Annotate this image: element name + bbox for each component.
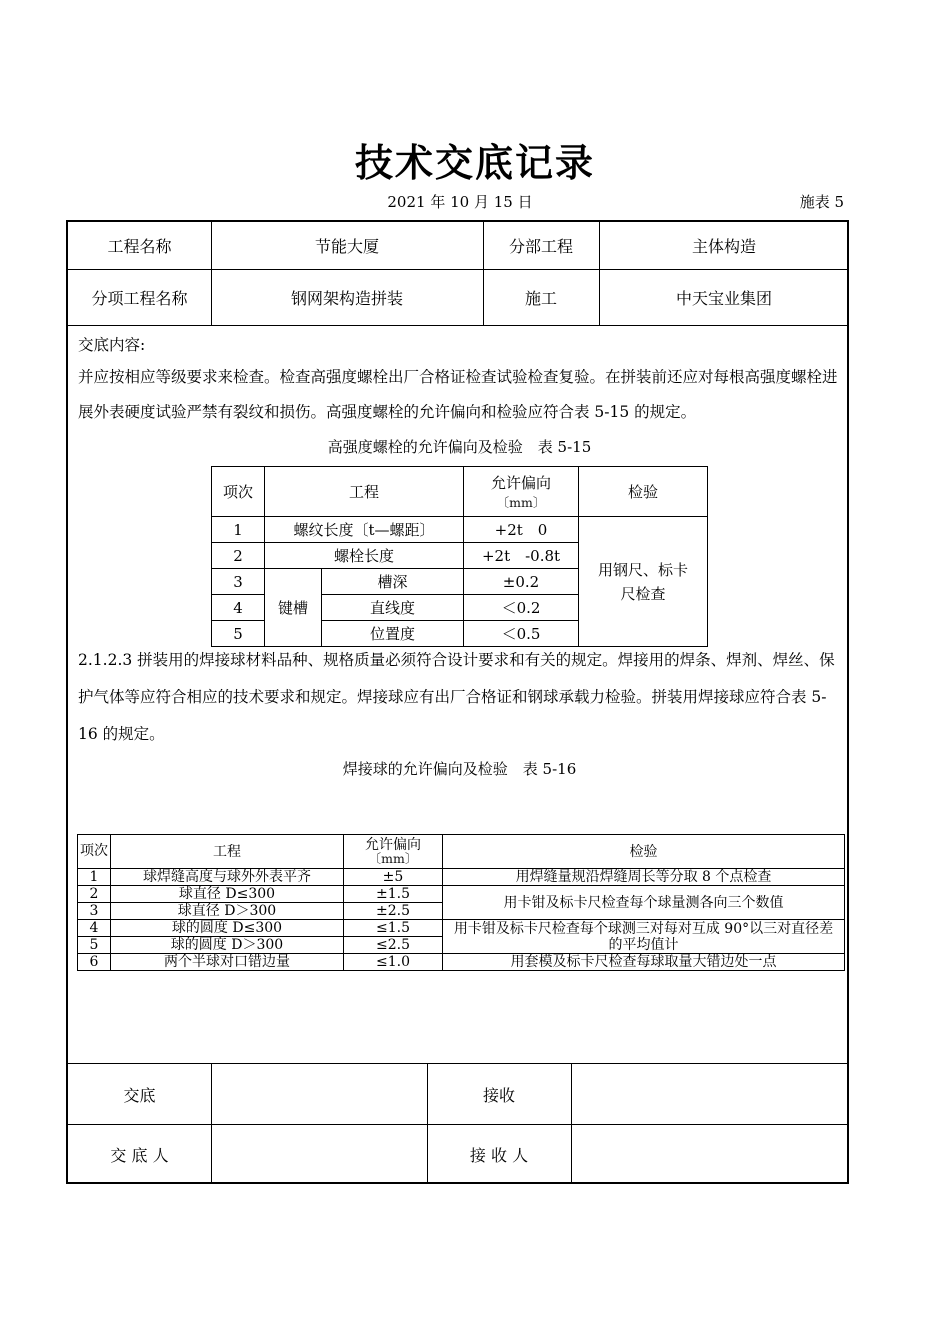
- header-tol-label: 允许偏向: [365, 836, 421, 853]
- header-no: 项次: [212, 467, 265, 517]
- table-row: [78, 886, 845, 903]
- handover-person-label: 交 底 人: [110, 1146, 169, 1165]
- header-tol-label: 允许偏向: [490, 474, 551, 492]
- project-name-label: 工程名称: [107, 237, 172, 256]
- header-tol: [464, 467, 579, 517]
- subitem-value: 钢网架构造拼装: [290, 289, 403, 308]
- header-check: 检验: [443, 835, 845, 869]
- group-label: 键槽: [265, 569, 322, 647]
- division-label: 分部工程: [508, 237, 573, 256]
- row-tol: ±2.5: [344, 903, 443, 920]
- header-item: 工程: [265, 467, 464, 517]
- row-no: 5: [78, 937, 111, 954]
- ball-tolerance-table: [77, 834, 845, 971]
- row-tol: ＜0.2: [464, 595, 579, 621]
- intro-label: 交底内容:: [78, 336, 146, 354]
- row-no: 2: [212, 543, 265, 569]
- row-item: 螺栓长度: [265, 543, 464, 569]
- form-number: 施表 5: [799, 193, 844, 211]
- row-item: 两个半球对口错边量: [111, 954, 344, 971]
- handover-person-field[interactable]: [211, 1125, 427, 1184]
- subitem-label: 分项工程名称: [91, 289, 188, 308]
- document-title: 技术交底记录: [354, 141, 595, 185]
- receive-sign-field[interactable]: [571, 1064, 849, 1124]
- row-check: 用焊缝量规沿焊缝周长等分取 8 个点检查: [443, 869, 845, 886]
- receiver-field[interactable]: [571, 1125, 849, 1184]
- row-tol: ≤1.0: [344, 954, 443, 971]
- divider: [68, 325, 847, 326]
- table-header-row: [212, 467, 708, 517]
- row-no: 4: [212, 595, 265, 621]
- row-tol: ＜0.5: [464, 621, 579, 647]
- row-no: 5: [212, 621, 265, 647]
- table2-caption: 焊接球的允许偏向及检验 表 5-16: [342, 760, 577, 778]
- document-date: 2021 年 10 月 15 日: [387, 193, 533, 211]
- row-item: 球直径 D≤300: [111, 886, 344, 903]
- row-no: 3: [212, 569, 265, 595]
- row-check: 用卡钳及标卡尺检查每个球测三对每对互成 90°以三对直径差的平均值计: [443, 920, 845, 954]
- row-item: 直线度: [322, 595, 464, 621]
- row-tol: +2t 0: [464, 517, 579, 543]
- header-tol-unit: 〔mm〕: [368, 850, 418, 866]
- header-no: 项次: [78, 835, 111, 869]
- receiver-label: 接 收 人: [469, 1146, 529, 1165]
- row-tol: ±5: [344, 869, 443, 886]
- row-item: 位置度: [322, 621, 464, 647]
- row-tol: +2t -0.8t: [464, 543, 579, 569]
- row-no: 3: [78, 903, 111, 920]
- row-no: 1: [78, 869, 111, 886]
- row-no: 2: [78, 886, 111, 903]
- header-tol-unit: 〔mm〕: [496, 495, 546, 510]
- table-row: [78, 920, 845, 937]
- row-item: 螺纹长度〔t—螺距〕: [265, 517, 464, 543]
- table-row: [78, 869, 845, 886]
- receive-label: 接收: [482, 1085, 515, 1105]
- row-item: 球的圆度 D＞300: [111, 937, 344, 954]
- header-check: 检验: [579, 467, 708, 517]
- content-area-2: [78, 642, 843, 753]
- table1-caption: 高强度螺栓的允许偏向及检验 表 5-15: [327, 438, 592, 456]
- division-value: 主体构造: [691, 237, 756, 256]
- bolt-tolerance-table: [211, 466, 708, 647]
- row-no: 4: [78, 920, 111, 937]
- paragraph-2: 2.1.2.3 拼装用的焊接球材料品种、规格质量必须符合设计要求和有关的规定。焊接用的焊条、焊剂、焊丝、保护气体等应符合相应的技术要求和规定。焊接球应有出厂合格证和钢球承载力检验。拼装用焊接球应符合表 5-16 的规定。: [78, 651, 835, 743]
- construction-unit-value: 中天宝业集团: [675, 289, 772, 308]
- paragraph-1: 并应按相应等级要求来检查。检查高强度螺栓出厂合格证检查试验检查复验。在拼装前还应对每根高强度螺栓进展外表硬度试验严禁有裂纹和损伤。高强度螺栓的允许偏向和检验应符合表 5-15 的规定。: [78, 368, 838, 421]
- header-tol: [344, 835, 443, 869]
- row-tol: ±1.5: [344, 886, 443, 903]
- table-row: [78, 954, 845, 971]
- construction-label: 施工: [524, 289, 557, 308]
- row-tol: ≤2.5: [344, 937, 443, 954]
- header-item: 工程: [111, 835, 344, 869]
- row-tol: ±0.2: [464, 569, 579, 595]
- table-row: [212, 517, 708, 543]
- row-item: 球焊缝高度与球外外表平齐: [111, 869, 344, 886]
- content-area: [78, 334, 843, 430]
- project-name-value: 节能大厦: [314, 237, 379, 256]
- row-no: 6: [78, 954, 111, 971]
- row-item: 球的圆度 D≤300: [111, 920, 344, 937]
- handover-sign-field[interactable]: [211, 1064, 427, 1124]
- row-check: 用套模及标卡尺检查每球取量大错边处一点: [443, 954, 845, 971]
- row-check: 用卡钳及标卡尺检查每个球量测各向三个数值: [443, 886, 845, 920]
- handover-label: 交底: [123, 1085, 156, 1105]
- row-item: 槽深: [322, 569, 464, 595]
- row-item: 球直径 D＞300: [111, 903, 344, 920]
- table-header-row: [78, 835, 845, 869]
- row-no: 1: [212, 517, 265, 543]
- row-check: 用钢尺、标卡尺检查: [579, 517, 708, 647]
- row-tol: ≤1.5: [344, 920, 443, 937]
- record-form: [66, 220, 849, 1184]
